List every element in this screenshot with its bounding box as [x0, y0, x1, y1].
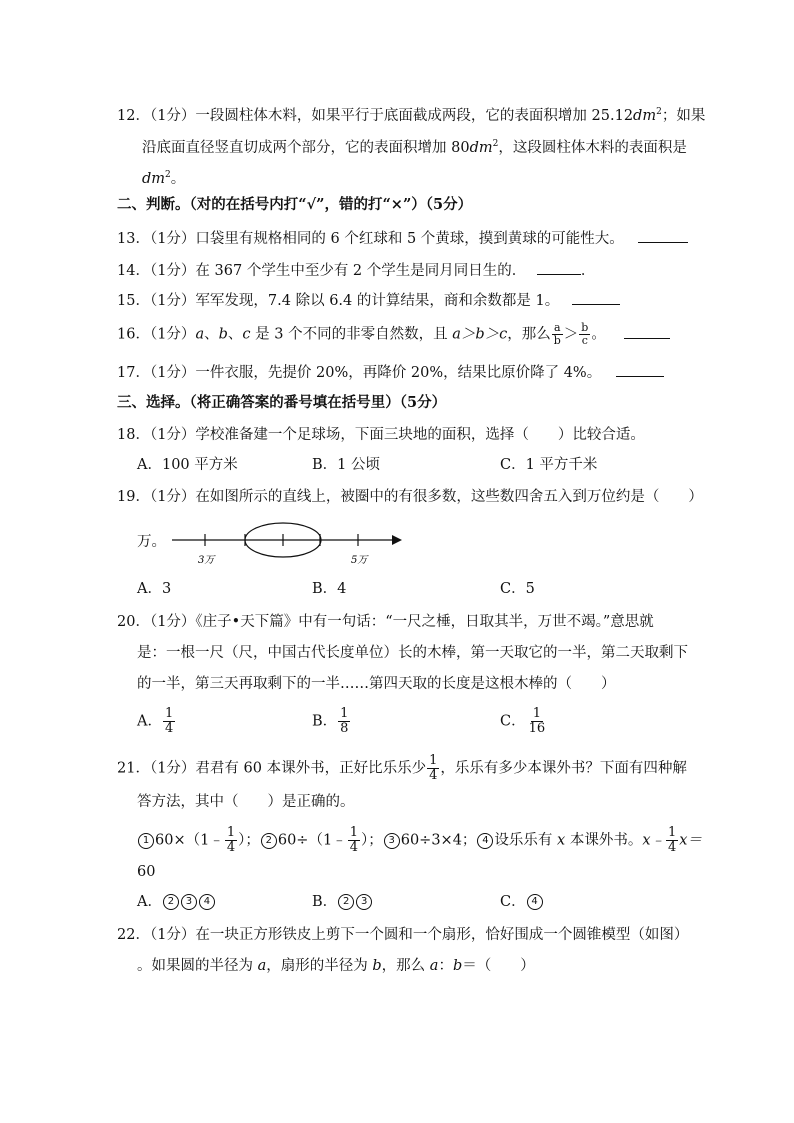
- circled-number-2: 2: [261, 833, 277, 849]
- fraction: $\frac{1}{4}$: [429, 753, 438, 783]
- q19-option-c[interactable]: C．5: [500, 581, 535, 597]
- section-3-title: 三、选择。（将正确答案的番号填在括号里）（5分）: [117, 394, 447, 411]
- circled-number-3: 3: [384, 833, 400, 849]
- q21-line2: 答方法，其中（ ）是正确的。: [137, 794, 355, 810]
- fraction: $\frac{1}{4}$: [226, 825, 236, 855]
- q21-option-b[interactable]: B． 2 3: [312, 892, 373, 912]
- q17: 17．（1分）一件衣服，先提价 20%，再降价 20%，结果比原价降了 4%。: [117, 362, 664, 383]
- circled-number-3: 3: [181, 894, 197, 910]
- circled-number-4: 4: [199, 894, 215, 910]
- q18: 18．（1分）学校准备建一个足球场，下面三块地的面积，选择（ ）比较合适。: [117, 427, 645, 443]
- q12-line3: $dm^2$。: [142, 170, 186, 187]
- answer-blank[interactable]: [616, 362, 664, 377]
- q16: 16．（1分）a、b、c 是 3 个不同的非零自然数，且 a＞b＞c，那么 $\frac{a}{b}$ ＞ $\frac{b}{c}$ 。: [117, 322, 670, 347]
- fraction: $\frac{1}{4}$: [164, 706, 174, 736]
- q21-line4: 60: [137, 864, 156, 880]
- q18-option-c[interactable]: C．1 平方千米: [500, 457, 598, 473]
- q18-option-b[interactable]: B．1 公顷: [312, 457, 380, 473]
- q12-line1: 12．（1分）一段圆柱体木料，如果平行于底面截成两段，它的表面积增加 $25.12dm^2$；如果: [117, 107, 706, 124]
- q20-line1: 20．（1分）《庄子•天下篇》中有一句话：“一尺之棰，日取其半，万世不竭。”意思就: [117, 614, 654, 630]
- circled-number-2: 2: [163, 894, 179, 910]
- fraction-b-over-c: $\frac{b}{c}$: [581, 321, 589, 347]
- q21-line1: 21．（1分）君君有 60 本课外书，正好比乐乐少 $\frac{1}{4}$ ，乐乐有多少本课外书？下面有四种解: [117, 753, 687, 783]
- q19-tail: 万。: [137, 534, 166, 550]
- tick-label-5wan: 5万: [351, 555, 368, 566]
- number-line-arrow: [392, 535, 402, 545]
- fraction: $\frac{1}{4}$: [668, 825, 677, 855]
- answer-blank[interactable]: [624, 324, 670, 339]
- q20-option-a[interactable]: A． $\frac{1}{4}$: [137, 706, 174, 736]
- q18-option-a[interactable]: A．100 平方米: [137, 457, 238, 473]
- q22-line1: 22．（1分）在一块正方形铁皮上剪下一个圆和一个扇形，恰好围成一个圆锥模型（如图）: [117, 927, 689, 943]
- q19: 19．（1分）在如图所示的直线上，被圈中的有很多数，这些数四舍五入到万位约是（ ）: [117, 489, 703, 505]
- circled-number-4: 4: [527, 894, 543, 910]
- fraction: $\frac{1}{16}$: [528, 706, 546, 736]
- q21-option-a[interactable]: A． 2 3 4: [137, 892, 216, 912]
- q20-option-c[interactable]: C． $\frac{1}{16}$: [500, 706, 546, 736]
- q19-option-b[interactable]: B．4: [312, 581, 347, 597]
- circled-number-1: 1: [138, 833, 154, 849]
- q21-methods: 1 60×（1﹣ $\frac{1}{4}$ ）； 2 60÷（1﹣ $\frac{1}{4}$ ）； 3 60÷3×4； 4 设乐乐有 x 本课外书。x﹣ $\frac{1}{4}$ x＝: [137, 826, 702, 855]
- q20-line3: 的一半，第三天再取剩下的一半……第四天取的长度是这根木棒的（ ）: [137, 676, 616, 692]
- answer-blank[interactable]: [638, 228, 688, 243]
- number-line-figure: [170, 518, 405, 570]
- circled-number-2: 2: [338, 894, 354, 910]
- q15: 15．（1分）军军发现，7.4 除以 6.4 的计算结果，商和余数都是 1。: [117, 290, 620, 311]
- q20-option-b[interactable]: B． $\frac{1}{8}$: [312, 706, 349, 736]
- q14: 14．（1分）在 367 个学生中至少有 2 个学生是同月同日生的． ．: [117, 260, 595, 281]
- q19-option-a[interactable]: A．3: [137, 581, 172, 597]
- fraction: $\frac{1}{8}$: [340, 706, 349, 736]
- fraction: $\frac{1}{4}$: [349, 825, 358, 855]
- q22-line2: 。如果圆的半径为 a，扇形的半径为 b，那么 a：b＝（ ）: [137, 958, 535, 974]
- circled-number-4: 4: [477, 833, 493, 849]
- q12-line2: 沿底面直径竖直切成两个部分，它的表面积增加 $80dm^2$，这段圆柱体木料的表面积是: [142, 139, 687, 156]
- answer-blank[interactable]: [537, 260, 581, 275]
- circled-number-3: 3: [356, 894, 372, 910]
- section-2-title: 二、判断。（对的在括号内打“√”，错的打“×”）（5分）: [117, 196, 473, 213]
- answer-blank[interactable]: [572, 290, 620, 305]
- fraction-a-over-b: $\frac{a}{b}$: [553, 321, 561, 347]
- tick-label-3wan: 3万: [198, 555, 215, 566]
- q13: 13．（1分）口袋里有规格相同的 6 个红球和 5 个黄球，摸到黄球的可能性大。: [117, 228, 688, 249]
- q20-line2: 是：一根一尺（尺，中国古代长度单位）长的木棒，第一天取它的一半，第二天取剩下: [137, 645, 688, 661]
- q21-option-c[interactable]: C． 4: [500, 892, 544, 912]
